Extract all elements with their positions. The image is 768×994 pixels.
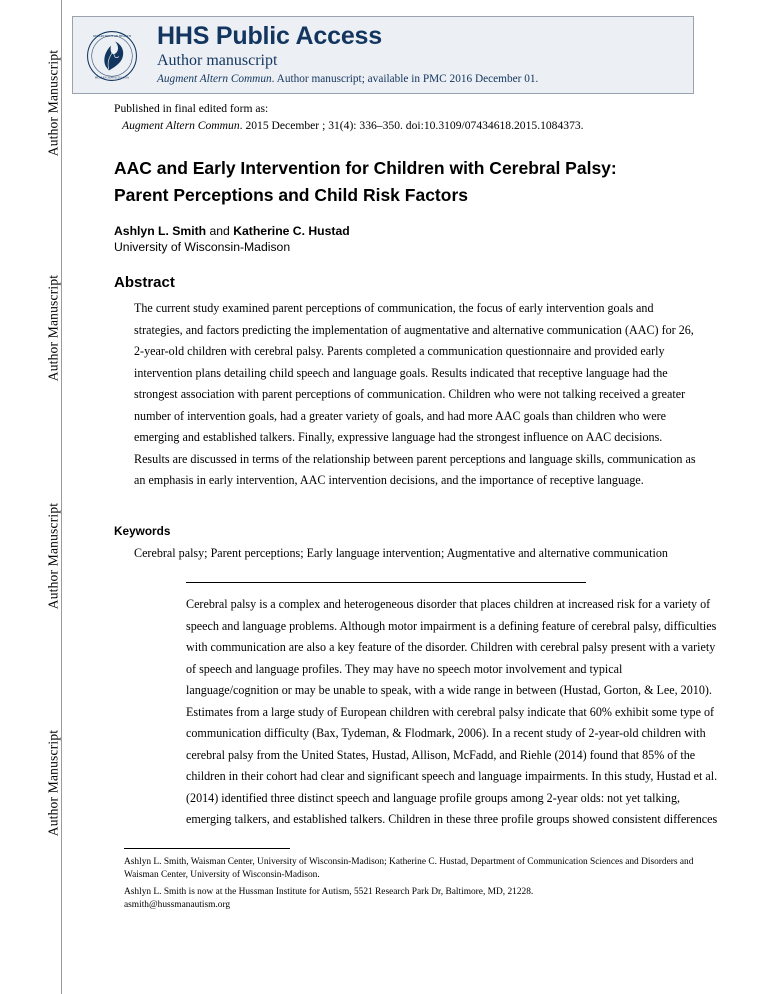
article-title-line-2: Parent Perceptions and Child Risk Factors — [114, 185, 468, 206]
footnote-divider-rule — [124, 848, 290, 849]
keywords-text: Cerebral palsy; Parent perceptions; Early language intervention; Augmentative and alternative communication — [134, 546, 668, 560]
abstract-heading: Abstract — [114, 274, 175, 291]
published-details: . 2015 December ; 31(4): 336–350. doi:10.3109/07434618.2015.1084373. — [239, 119, 584, 133]
keywords-heading: Keywords — [114, 524, 171, 538]
article-title-line-1: AAC and Early Intervention for Children with Cerebral Palsy: — [114, 158, 617, 178]
body-divider-rule — [186, 582, 586, 583]
footnote-line-2: Ashlyn L. Smith is now at the Hussman Institute for Autism, 5521 Research Park Dr, Baltimore, MD, 21228. — [124, 886, 534, 897]
author-name-2: Katherine C. Hustad — [233, 224, 350, 238]
published-as-label: Published in final edited form as: — [114, 102, 269, 115]
svg-text:HUMAN SERVICES USA: HUMAN SERVICES USA — [95, 75, 129, 80]
banner-text-block — [151, 17, 538, 85]
footnote-email: asmith@hussmanautism.org — [124, 899, 231, 910]
svg-text:DEPARTMENT OF HEALTH: DEPARTMENT OF HEALTH — [92, 33, 132, 38]
page-content — [62, 0, 768, 994]
publication-info — [114, 100, 704, 135]
hhs-public-access-banner — [72, 16, 694, 94]
footnote-block — [124, 856, 722, 912]
abstract-text: The current study examined parent perceptions of communication, the focus of early intervention goals and strategies, and factors predicting the implementation of augmentative and alternative communication (AAC) for 26, 2-year-old children with cerebral palsy. Parents completed a communication questionnaire and provided early intervention plans detailing child speech and language goals. Results indicated that receptive language had the strongest association with parent perceptions of communication. Children who were not talking received a greater number of intervention goals, had a greater variety of goals, and had more AAC goals than children who were emerging and established talkers. Finally, expressive language had the strongest influence on AAC decisions. Results are discussed in terms of the relationship between parent perceptions and language skills, communication as an emphasis in early intervention, AAC intervention decisions, and the importance of receptive language. — [134, 301, 696, 488]
banner-title: HHS Public Access — [157, 22, 382, 50]
banner-citation-journal: Augment Altern Commun — [157, 73, 272, 86]
body-text: Cerebral palsy is a complex and heterogeneous disorder that places children at increased risk for a variety of speech and language problems. Although motor impairment is a defining feature of cerebral palsy, difficulties with communication are also a key feature of the disorder. Children with cerebral palsy present with a variety of speech and language profiles. They may have no speech motor involvement and typical language/cognition or may be unable to speak, with a wide range in between (Hustad, Gorton, & Lee, 2010). Estimates from a large study of European children with cerebral palsy indicate that 60% exhibit some type of communication difficulty (Bax, Tydeman, & Flodmark, 2006). In a recent study of 2-year-old children with cerebral palsy from the United States, Hustad, Allison, McFadd, and Riehle (2014) found that 85% of the children in their cohort had clear and significant speech and language impairments. In this study, Hustad et al. (2014) identified three distinct speech and language profile groups among 2-year olds: not yet talking, emerging talkers, and established talkers. Children in these three profile groups showed consistent differences — [186, 597, 718, 827]
rail-label-1: Author Manuscript — [45, 49, 61, 157]
author-list — [114, 222, 694, 241]
rail-label-4: Author Manuscript — [45, 729, 61, 837]
banner-citation-rest: . Author manuscript; available in PMC 2016 December 01. — [271, 73, 539, 86]
author-name-1: Ashlyn L. Smith — [114, 224, 207, 238]
banner-citation — [157, 73, 538, 85]
author-conjunction: and — [206, 224, 234, 238]
published-journal: Augment Altern Commun — [122, 119, 240, 133]
footnote-line-1: Ashlyn L. Smith, Waisman Center, University of Wisconsin-Madison; Katherine C. Hustad, Department of Communication Sciences and Disorders and Waisman Center, University of Wisconsin-Madison. — [124, 857, 694, 880]
rail-label-2: Author Manuscript — [45, 274, 61, 382]
rail-label-3: Author Manuscript — [45, 502, 61, 610]
page-title — [114, 155, 694, 209]
banner-subtitle: Author manuscript — [157, 52, 278, 70]
hhs-seal-logo — [73, 17, 151, 95]
author-manuscript-rail — [0, 0, 62, 994]
published-as-citation — [114, 117, 704, 134]
author-affiliation: University of Wisconsin-Madison — [114, 240, 291, 254]
